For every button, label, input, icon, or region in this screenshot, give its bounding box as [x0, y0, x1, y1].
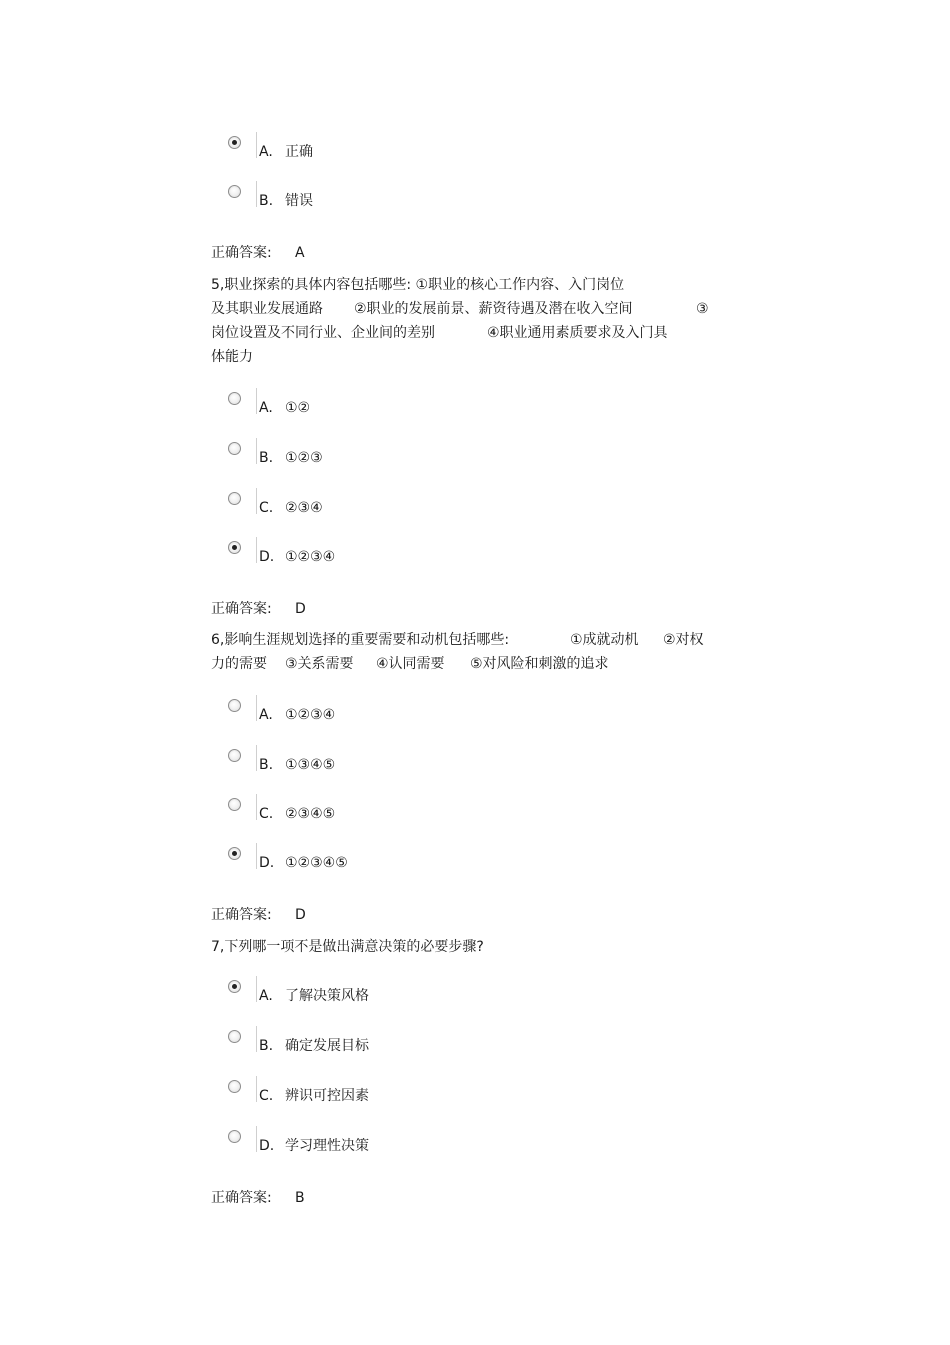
- option-letter: D.: [259, 1138, 275, 1154]
- q5-option-b[interactable]: [228, 440, 628, 466]
- radio-button-checked[interactable]: [228, 847, 241, 860]
- q5-option-d[interactable]: [228, 539, 628, 565]
- radio-button[interactable]: [228, 699, 241, 712]
- option-text: ②③④⑤: [285, 806, 336, 822]
- divider: [256, 843, 257, 869]
- option-letter: D.: [259, 855, 275, 871]
- option-letter: D.: [259, 549, 275, 565]
- option-letter: A.: [259, 988, 273, 1004]
- radio-button-checked[interactable]: [228, 136, 241, 149]
- radio-button[interactable]: [228, 442, 241, 455]
- radio-button[interactable]: [228, 1080, 241, 1093]
- divider: [256, 388, 257, 414]
- option-text: 错误: [285, 193, 313, 209]
- q5-title-line-1: 5,职业探索的具体内容包括哪些: ①职业的核心工作内容、入门岗位: [211, 277, 625, 293]
- option-letter: B.: [259, 450, 274, 466]
- option-text: ①②: [285, 400, 311, 416]
- divider: [256, 1076, 257, 1102]
- q7-option-b[interactable]: [228, 1028, 628, 1054]
- divider: [256, 745, 257, 771]
- radio-button[interactable]: [228, 798, 241, 811]
- radio-button-checked[interactable]: [228, 541, 241, 554]
- q4-answer-label: 正确答案:: [211, 245, 272, 261]
- divider: [256, 976, 257, 1002]
- q6-title-line-2a: 力的需要: [211, 656, 267, 672]
- radio-button-checked[interactable]: [228, 980, 241, 993]
- divider: [256, 1126, 257, 1152]
- option-letter: A.: [259, 400, 273, 416]
- q5-option-c[interactable]: [228, 490, 628, 516]
- option-text: 辨识可控因素: [285, 1088, 369, 1104]
- q7-option-c[interactable]: [228, 1078, 628, 1104]
- option-text: ①③④⑤: [285, 757, 336, 773]
- radio-button[interactable]: [228, 1130, 241, 1143]
- q5-option-a[interactable]: [228, 390, 628, 416]
- q6-answer-value: D: [295, 907, 306, 923]
- divider: [256, 181, 257, 207]
- option-text: 确定发展目标: [285, 1038, 369, 1054]
- radio-button[interactable]: [228, 749, 241, 762]
- divider: [256, 537, 257, 563]
- q7-answer-label: 正确答案:: [211, 1190, 272, 1206]
- q6-option-c[interactable]: [228, 796, 628, 822]
- q5-answer-value: D: [295, 601, 306, 617]
- q4-option-b[interactable]: [228, 183, 628, 209]
- radio-button[interactable]: [228, 392, 241, 405]
- option-letter: C.: [259, 1088, 274, 1104]
- divider: [256, 488, 257, 514]
- q6-title-line-2b: ③关系需要: [285, 656, 354, 672]
- option-text: ②③④: [285, 500, 323, 516]
- q6-option-a[interactable]: [228, 697, 628, 723]
- divider: [256, 1026, 257, 1052]
- radio-button[interactable]: [228, 492, 241, 505]
- q6-title-line-2d: ⑤对风险和刺激的追求: [470, 656, 609, 672]
- q7-option-d[interactable]: [228, 1128, 628, 1154]
- q6-title-line-1c: ②对权: [663, 632, 704, 648]
- radio-button[interactable]: [228, 1030, 241, 1043]
- q4-answer-value: A: [295, 245, 305, 261]
- q4-option-a[interactable]: [228, 134, 628, 160]
- q6-option-b[interactable]: [228, 747, 628, 773]
- q5-title-line-3b: ④职业通用素质要求及入门具: [487, 325, 668, 341]
- q6-title-line-1a: 6,影响生涯规划选择的重要需要和动机包括哪些:: [211, 632, 510, 648]
- option-text: ①②③④⑤: [285, 855, 348, 871]
- divider: [256, 695, 257, 721]
- radio-button[interactable]: [228, 185, 241, 198]
- option-text: 学习理性决策: [285, 1138, 369, 1154]
- option-text: ①②③④: [285, 707, 336, 723]
- divider: [256, 132, 257, 158]
- option-text: 了解决策风格: [285, 988, 369, 1004]
- option-text: ①②③: [285, 450, 323, 466]
- q5-title-line-2b: ②职业的发展前景、薪资待遇及潜在收入空间: [354, 301, 633, 317]
- q5-answer-label: 正确答案:: [211, 601, 272, 617]
- option-letter: B.: [259, 193, 274, 209]
- q7-answer-value: B: [295, 1190, 305, 1206]
- divider: [256, 794, 257, 820]
- divider: [256, 438, 257, 464]
- q5-title-line-2a: 及其职业发展通路: [211, 301, 323, 317]
- option-letter: A.: [259, 144, 273, 160]
- option-letter: B.: [259, 1038, 274, 1054]
- option-letter: A.: [259, 707, 273, 723]
- q5-title-line-3a: 岗位设置及不同行业、企业间的差别: [211, 325, 435, 341]
- q5-title-line-2c: ③: [696, 301, 709, 317]
- q7-title: 7,下列哪一项不是做出满意决策的必要步骤?: [211, 939, 484, 955]
- option-letter: B.: [259, 757, 274, 773]
- q6-title-line-2c: ④认同需要: [376, 656, 445, 672]
- q5-title-line-4: 体能力: [211, 349, 253, 365]
- q6-title-line-1b: ①成就动机: [570, 632, 639, 648]
- q6-answer-label: 正确答案:: [211, 907, 272, 923]
- option-text: ①②③④: [285, 549, 336, 565]
- q7-option-a[interactable]: [228, 978, 628, 1004]
- option-letter: C.: [259, 806, 274, 822]
- q6-option-d[interactable]: [228, 845, 628, 871]
- option-letter: C.: [259, 500, 274, 516]
- option-text: 正确: [285, 144, 313, 160]
